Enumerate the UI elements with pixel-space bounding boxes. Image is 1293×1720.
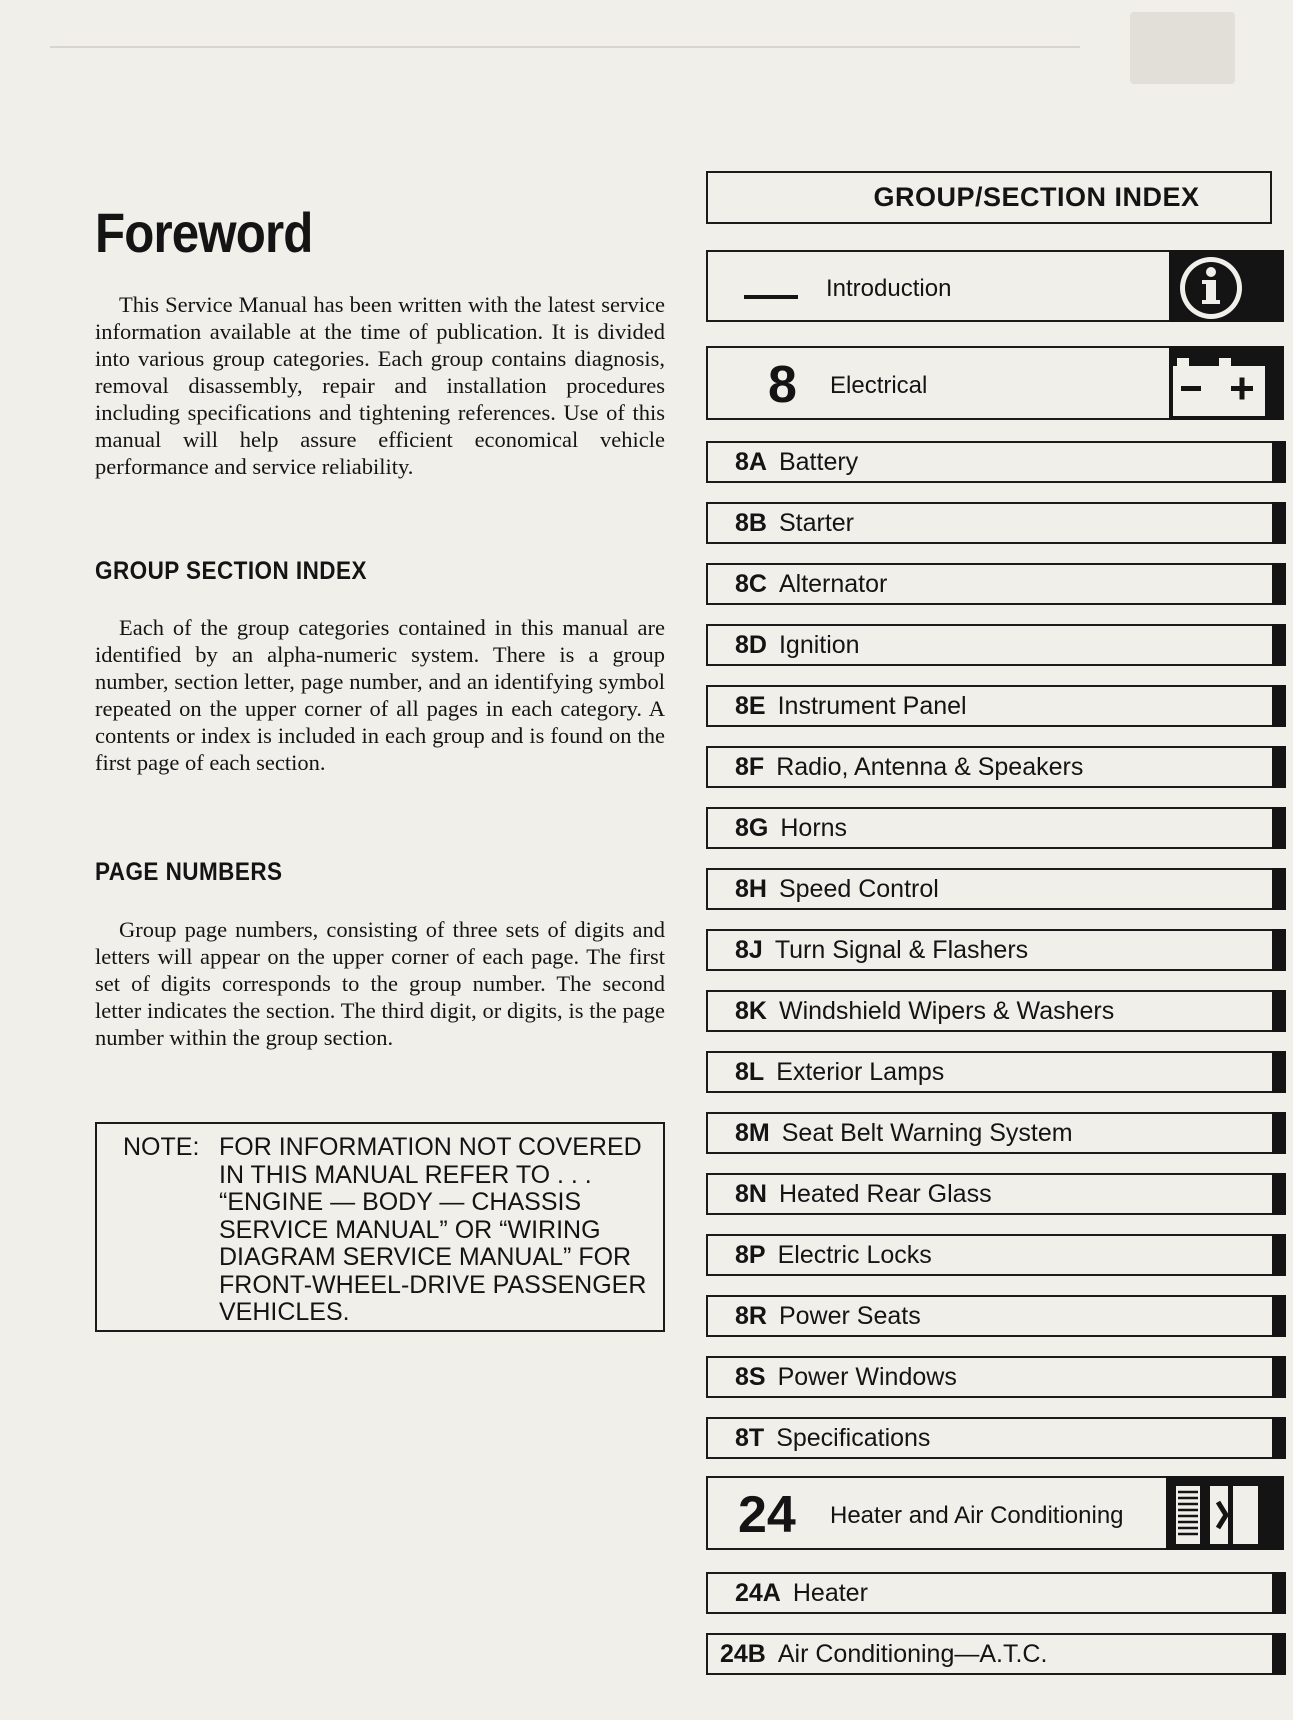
page-numbers-paragraph: Group page numbers, consisting of three sets of digits and letters will appear on the upper corner of each page. The first set of digits corresponds to the group number. The second letter indicates the section. The third digit, or digits, is the page number within the group section. <box>95 917 665 1050</box>
section-code: 8J <box>735 935 763 964</box>
section-name: Horns <box>780 813 848 842</box>
section-name: Power Seats <box>778 1301 921 1330</box>
section-name: Windshield Wipers & Washers <box>778 996 1115 1025</box>
section-name: Instrument Panel <box>777 691 967 720</box>
group-label-electrical: Electrical <box>830 372 928 399</box>
section-8f[interactable] <box>706 746 1272 788</box>
section-code: 8N <box>735 1179 767 1208</box>
section-name: Power Windows <box>777 1362 957 1391</box>
heater-coil-icon <box>1166 1476 1284 1550</box>
battery-icon <box>1169 346 1284 420</box>
section-code: 8R <box>735 1301 767 1330</box>
page-title: Foreword <box>95 201 313 264</box>
section-8g[interactable] <box>706 807 1272 849</box>
section-24b[interactable] <box>706 1633 1272 1675</box>
group-section-paragraph: Each of the group categories contained in this manual are identified by an alpha-numeric system. There is a group number, section letter, page number, and an identifying symbol repeated on the upper corner of all pages in each category. A contents or index is included in each group and is found on the first page of each section. <box>95 615 665 775</box>
group-label-hvac: Heater and Air Conditioning <box>830 1502 1124 1529</box>
section-name: Seat Belt Warning System <box>781 1118 1073 1147</box>
section-code: 8F <box>735 752 765 781</box>
section-8s[interactable] <box>706 1356 1272 1398</box>
foreword-paragraph: This Service Manual has been written with the latest service information available at the time of publication. It is divided into various group categories. Each group contains diagnosis, removal disassembly, repair and installation procedures including specifications and tightening references. Use of this manual will help assure efficient economical vehicle performance and service reliability. <box>95 292 665 479</box>
section-8h[interactable] <box>706 868 1272 910</box>
section-name: Radio, Antenna & Speakers <box>776 752 1084 781</box>
section-name: Specifications <box>776 1423 931 1452</box>
section-8n[interactable] <box>706 1173 1272 1215</box>
section-name: Speed Control <box>778 874 939 903</box>
section-8j[interactable] <box>706 929 1272 971</box>
section-name: Air Conditioning—A.T.C. <box>777 1639 1048 1668</box>
dash-icon <box>744 295 798 299</box>
section-code: 8C <box>735 569 767 598</box>
bleed-through-rule <box>50 46 1080 48</box>
section-name: Heated Rear Glass <box>778 1179 992 1208</box>
section-code: 8L <box>735 1057 765 1086</box>
section-8l[interactable] <box>706 1051 1272 1093</box>
section-code: 8M <box>735 1118 770 1147</box>
section-name: Heater <box>792 1578 868 1607</box>
index-title: GROUP/SECTION INDEX <box>706 171 1272 224</box>
section-8k[interactable] <box>706 990 1272 1032</box>
section-8r[interactable] <box>706 1295 1272 1337</box>
section-code: 8D <box>735 630 767 659</box>
section-code: 24B <box>720 1639 766 1668</box>
group-number-electrical: 8 <box>768 356 797 414</box>
section-8e[interactable] <box>706 685 1272 727</box>
section-name: Alternator <box>778 569 888 598</box>
section-8p[interactable] <box>706 1234 1272 1276</box>
note-box <box>95 1122 665 1332</box>
section-code: 8B <box>735 508 767 537</box>
section-code: 8K <box>735 996 767 1025</box>
section-code: 8T <box>735 1423 765 1452</box>
section-8t[interactable] <box>706 1417 1272 1459</box>
section-name: Battery <box>778 447 859 476</box>
section-name: Exterior Lamps <box>776 1057 945 1086</box>
group-introduction[interactable] <box>706 250 1284 322</box>
note-label: NOTE: <box>123 1133 200 1161</box>
section-name: Electric Locks <box>777 1240 932 1269</box>
section-name: Starter <box>778 508 854 537</box>
section-24a[interactable] <box>706 1572 1272 1614</box>
page-numbers-heading: PAGE NUMBERS <box>95 858 283 886</box>
section-code: 8E <box>735 691 766 720</box>
section-8a[interactable] <box>706 441 1272 483</box>
section-code: 24A <box>735 1578 781 1607</box>
section-code: 8H <box>735 874 767 903</box>
bleed-through-emblem <box>1130 12 1235 84</box>
group-heater-ac[interactable] <box>706 1476 1284 1550</box>
section-code: 8S <box>735 1362 766 1391</box>
group-electrical[interactable] <box>706 346 1284 420</box>
section-8c[interactable] <box>706 563 1272 605</box>
section-8d[interactable] <box>706 624 1272 666</box>
group-label-introduction: Introduction <box>826 275 952 302</box>
section-name: Turn Signal & Flashers <box>774 935 1029 964</box>
section-code: 8G <box>735 813 769 842</box>
info-icon <box>1169 250 1284 322</box>
section-code: 8A <box>735 447 767 476</box>
group-number-hvac: 24 <box>738 1486 796 1544</box>
section-8b[interactable] <box>706 502 1272 544</box>
section-name: Ignition <box>778 630 860 659</box>
note-text: FOR INFORMATION NOT COVERED IN THIS MANUAL REFER TO . . . “ENGINE — BODY — CHASSIS SERVICE MANUAL” OR “WIRING DIAGRAM SERVICE MANUAL” FOR FRONT-WHEEL-DRIVE PASSENGER VEHICLES. <box>219 1133 647 1326</box>
section-8m[interactable] <box>706 1112 1272 1154</box>
group-section-index-heading: GROUP SECTION INDEX <box>95 557 367 585</box>
section-code: 8P <box>735 1240 766 1269</box>
